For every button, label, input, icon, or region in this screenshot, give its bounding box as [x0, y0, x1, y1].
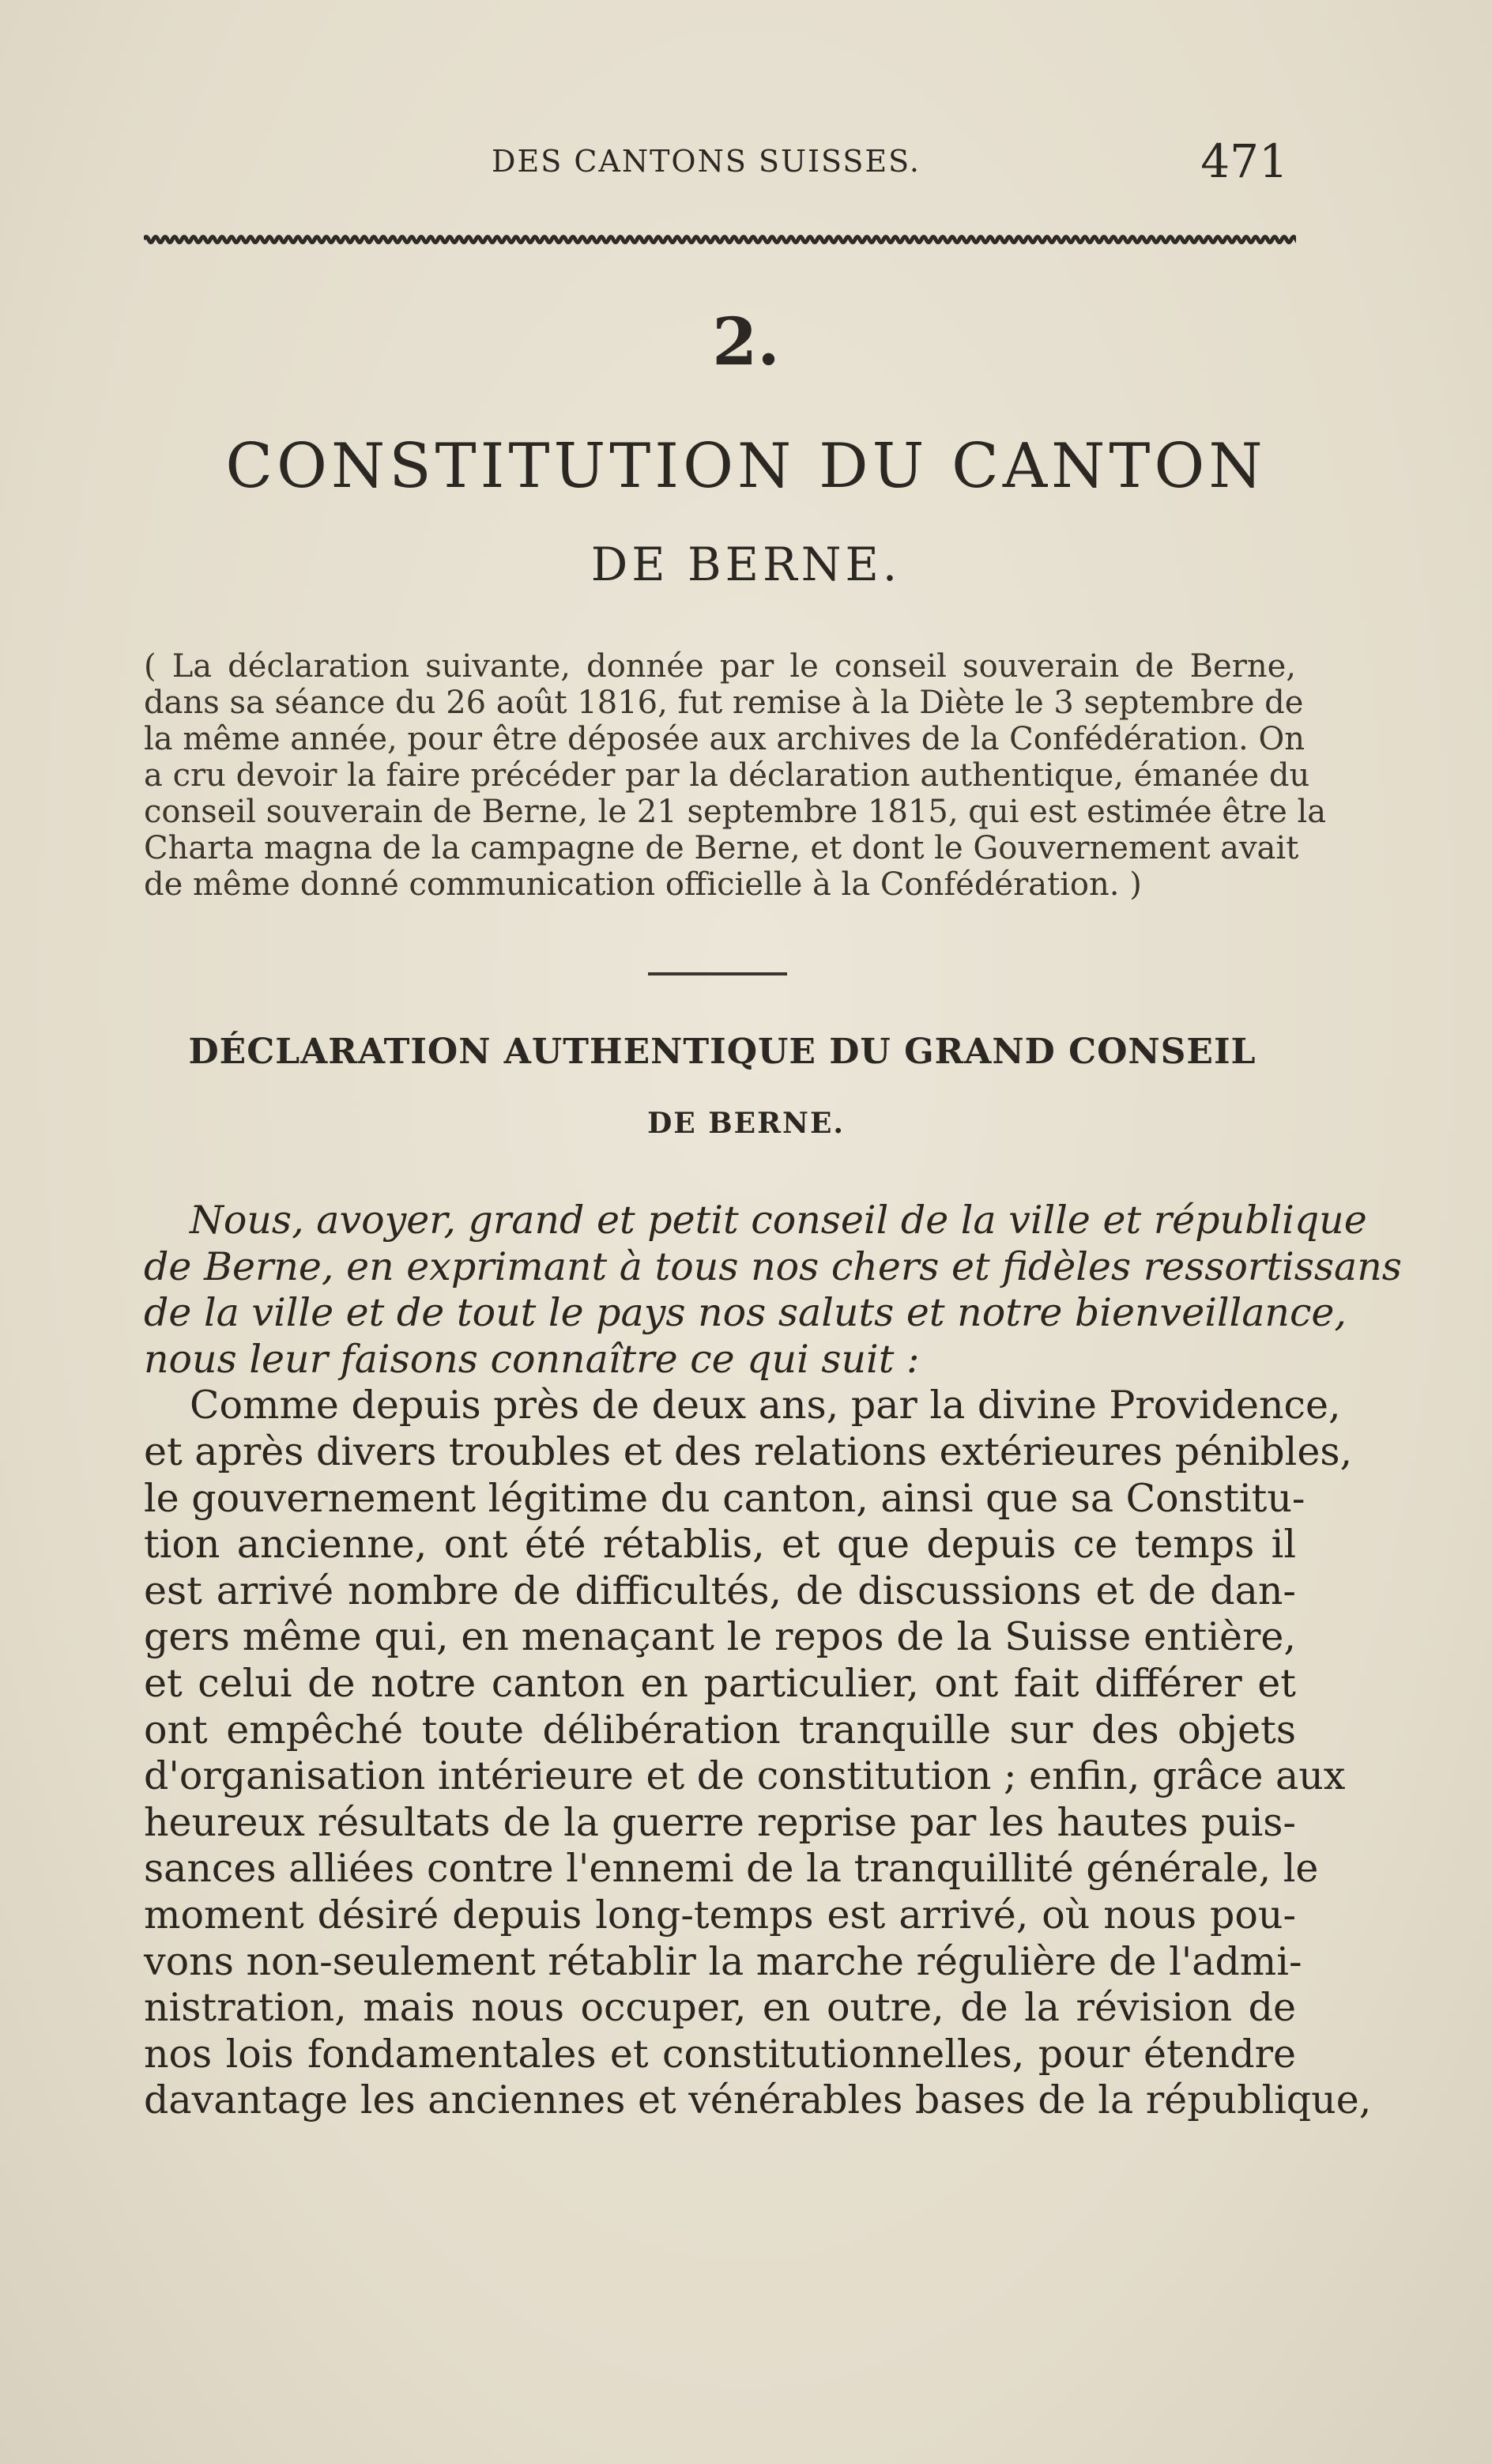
- body-line: vons non-seulement rétablir la marche régulière de l'admi-: [144, 1938, 1302, 1984]
- body-line: sances alliées contre l'ennemi de la tranquillité générale, le: [144, 1846, 1319, 1892]
- body-line: gers même qui, en menaçant le repos de la Suisse entière,: [144, 1614, 1296, 1660]
- declaration-title: DÉCLARATION AUTHENTIQUE DU GRAND CONSEIL: [188, 1032, 1257, 1072]
- body-line: et après divers troubles et des relations extérieures pénibles,: [144, 1428, 1353, 1474]
- intro-line: ( La déclaration suivante, donnée par le conseil souverain de Berne,: [144, 648, 1296, 685]
- body-line: Nous, avoyer, grand et petit conseil de la ville et république: [190, 1198, 1367, 1243]
- section-divider: [648, 972, 787, 975]
- intro-line: dans sa séance du 26 août 1816, fut remise à la Diète le 3 septembre de: [144, 685, 1304, 721]
- body-line: de Berne, en exprimant à tous nos chers et fidèles ressortissans: [144, 1243, 1402, 1289]
- intro-line: de même donné communication officielle à la Confédération. ): [144, 866, 1142, 903]
- body-line: tion ancienne, ont été rétablis, et que depuis ce temps il: [144, 1522, 1296, 1568]
- constitution-subtitle: DE BERNE.: [590, 538, 902, 591]
- page-number: 471: [1200, 134, 1288, 188]
- intro-line: a cru devoir la faire précéder par la déclaration authentique, émanée du: [144, 757, 1310, 794]
- body-line: heureux résultats de la guerre reprise par les hautes puis-: [144, 1799, 1296, 1845]
- body-line: et celui de notre canton en particulier, ont fait différer et: [144, 1660, 1296, 1706]
- constitution-title: CONSTITUTION DU CANTON: [225, 431, 1267, 502]
- body-line: de la ville et de tout le pays nos saluts et notre bienveillance,: [144, 1290, 1347, 1336]
- decorative-wavy-rule: [144, 231, 1296, 248]
- body-line: nous leur faisons connaître ce qui suit :: [144, 1336, 920, 1382]
- intro-line: Charta magna de la campagne de Berne, et dont le Gouvernement avait: [144, 830, 1299, 866]
- body-line: ont empêché toute délibération tranquille sur des objets: [144, 1707, 1296, 1753]
- section-number: 2.: [712, 304, 780, 380]
- running-title: DES CANTONS SUISSES.: [492, 144, 921, 179]
- body-line: davantage les anciennes et vénérables bases de la république,: [144, 2077, 1372, 2123]
- intro-line: la même année, pour être déposée aux archives de la Confédération. On: [144, 721, 1306, 757]
- introductory-note: [144, 648, 1327, 903]
- intro-line: conseil souverain de Berne, le 21 septembre 1815, qui est estimée être la: [144, 794, 1327, 830]
- body-line: Comme depuis près de deux ans, par la divine Providence,: [190, 1383, 1341, 1428]
- body-line: moment désiré depuis long-temps est arrivé, où nous pou-: [144, 1892, 1296, 1938]
- body-line: est arrivé nombre de difficultés, de discussions et de dan-: [144, 1568, 1296, 1613]
- body-line: d'organisation intérieure et de constitution ; enfin, grâce aux: [144, 1753, 1346, 1799]
- body-line: nos lois fondamentales et constitutionnelles, pour étendre: [144, 2031, 1296, 2077]
- declaration-body: [144, 1198, 1402, 2124]
- running-head: [144, 134, 1296, 190]
- body-line: nistration, mais nous occuper, en outre, de la révision de: [144, 1985, 1296, 2031]
- body-line: le gouvernement légitime du canton, ainsi que sa Constitu-: [144, 1475, 1306, 1521]
- declaration-subtitle: DE BERNE.: [647, 1107, 845, 1140]
